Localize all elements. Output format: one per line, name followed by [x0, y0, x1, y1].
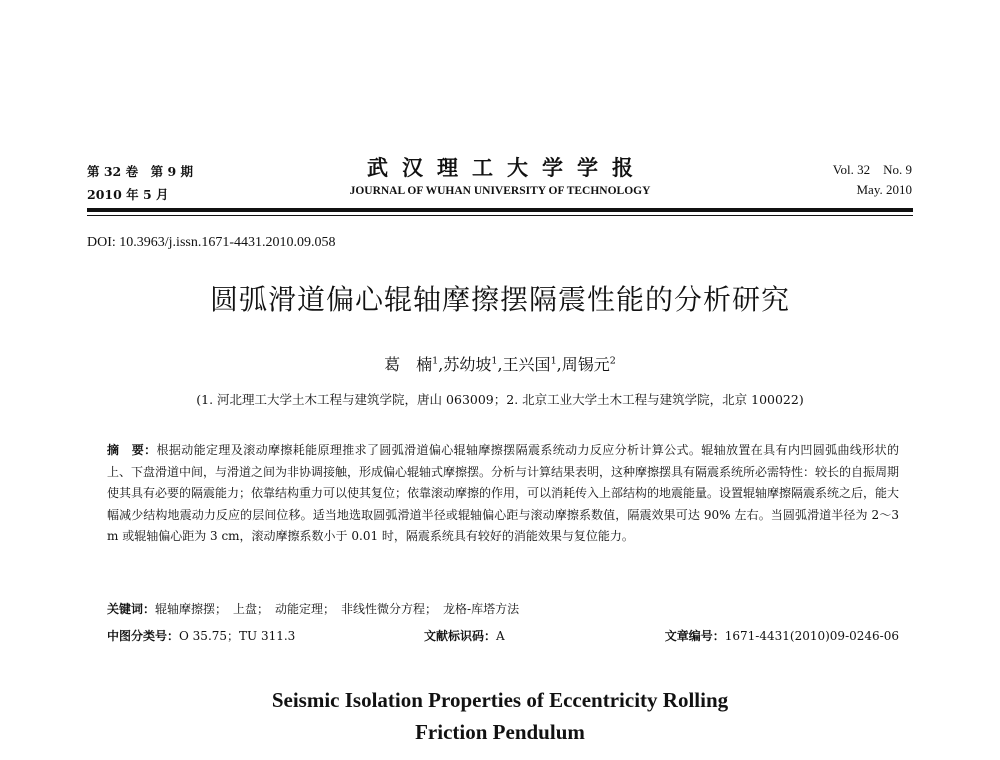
author-name: 葛 楠	[384, 355, 433, 374]
author-affiliation-mark: 1	[432, 355, 439, 367]
journal-volume-en-block	[833, 160, 912, 200]
volume-issue-cn: 第 32 卷 第 9 期	[87, 164, 193, 179]
author-affiliation-mark: 1	[491, 355, 498, 367]
clc-label: 中图分类号：	[107, 629, 180, 643]
author-separator: ,	[438, 355, 444, 374]
author-affiliations: (1. 河北理工大学土木工程与建筑学院，唐山 063009；2. 北京工业大学土木工程与建筑学院，北京 100022)	[196, 392, 804, 407]
document-code-value: A	[496, 629, 505, 643]
paper-title-en-line2: Friction Pendulum	[415, 720, 585, 744]
doi: DOI: 10.3963/j.issn.1671-4431.2010.09.058	[87, 235, 336, 250]
journal-masthead	[300, 154, 700, 200]
paper-title-cn: 圆弧滑道偏心辊轴摩擦摆隔震性能的分析研究	[209, 283, 790, 316]
author-list	[0, 352, 1000, 375]
author-affiliation-mark: 1	[550, 355, 557, 367]
keywords-text: 辊轴摩擦摆； 上盘； 动能定理； 非线性微分方程； 龙格-库塔方法	[155, 602, 520, 616]
volume-issue-en: Vol. 32 No. 9	[832, 162, 912, 177]
abstract-label: 摘 要：	[107, 443, 157, 457]
classification-line	[107, 627, 899, 644]
keywords-label: 关键词：	[107, 602, 156, 616]
header-rule-thick	[87, 208, 913, 212]
keywords	[107, 600, 519, 617]
document-code-label: 文献标识码：	[424, 629, 497, 643]
clc-value: O 35.75；TU 311.3	[179, 629, 296, 643]
author-name: 周锡元	[561, 355, 610, 374]
clc-field	[107, 629, 295, 643]
author-name: 苏幼坡	[443, 355, 492, 374]
journal-name-cn: 武汉理工大学学报	[367, 155, 647, 180]
article-number-label: 文章编号：	[664, 629, 725, 643]
article-number-value: 1671-4431(2010)09-0246-06	[724, 629, 899, 643]
paper-title-en-line1: Seismic Isolation Properties of Eccentricity Rolling	[271, 688, 729, 712]
document-code-field	[424, 627, 505, 644]
date-en: May. 2010	[856, 182, 912, 197]
paper-title-en	[0, 684, 1000, 748]
author-affiliation-mark: 2	[609, 355, 616, 367]
author-separator: ,	[497, 355, 503, 374]
journal-issue-block	[87, 160, 193, 206]
author-separator: ,	[556, 355, 562, 374]
abstract	[107, 440, 899, 548]
date-cn: 2010 年 5 月	[87, 187, 169, 202]
article-number-field	[665, 627, 899, 644]
journal-name-en: JOURNAL OF WUHAN UNIVERSITY OF TECHNOLOGY	[349, 185, 651, 197]
author-name: 王兴国	[502, 355, 551, 374]
header-rule-thin	[87, 215, 913, 216]
abstract-text: 根据动能定理及滚动摩擦耗能原理推求了圆弧滑道偏心辊轴摩擦摆隔震系统动力反应分析计算公式。辊轴放置在具有内凹圆弧曲线形状的上、下盘滑道中间，与滑道之间为非协调接触，形成偏心辊轴式摩擦摆。分析与计算结果表明，这种摩擦摆具有隔震系统所必需特性：较长的自振周期使其具有必要的隔震能力；依靠结构重力可以使其复位；依靠滚动摩擦的作用，可以消耗传入上部结构的地震能量。设置辊轴摩擦隔震系统之后，能大幅减少结构地震动力反应的层间位移。适当地选取圆弧滑道半径或辊轴偏心距与滚动摩擦系数值，隔震效果可达 90% 左右。当圆弧滑道半径为 2～3 m 或辊轴偏心距为 3 cm，滚动摩擦系数小于 0.01 时，隔震系统具有较好的消能效果与复位能力。	[107, 443, 900, 543]
